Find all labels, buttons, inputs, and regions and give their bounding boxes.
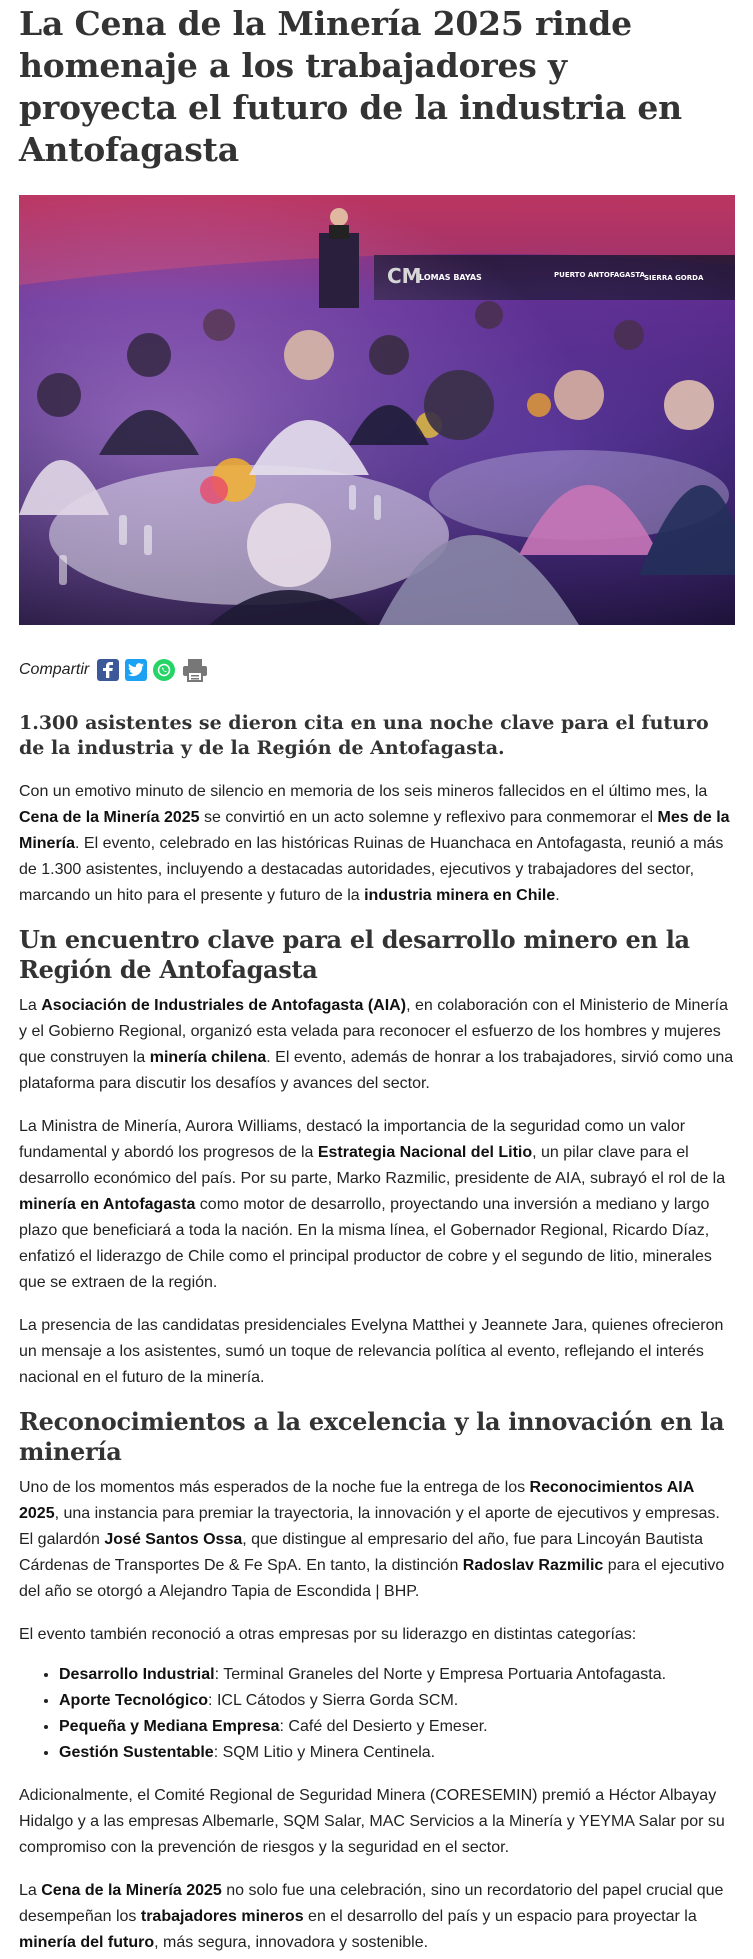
paragraph-candidatas: La presencia de las candidatas presidenciales Evelyna Matthei y Jeannete Jara, quienes ofrecieron un mensaje a los asistentes, sumó un toque de relevancia política al evento, reflejando el interés nacional en el futuro de la minería. xyxy=(19,1317,724,1386)
paragraph-coresemin: Adicionalmente, el Comité Regional de Seguridad Minera (CORESEMIN) premió a Héctor Albayay Hidalgo y a las empresas Albemarle, SQM Salar, MAC Servicios a la Minería y YEYMA Salar por su compromiso con la prevención de riesgos y la seguridad en el sector. xyxy=(19,1787,725,1856)
stage-logo-cm: CM xyxy=(387,264,422,288)
stage-logo-sierra-gorda: SIERRA GORDA xyxy=(644,274,704,282)
article-title: La Cena de la Minería 2025 rinde homenaje a los trabajadores y proyecta el futuro de la industria en Antofagasta xyxy=(19,4,682,169)
facebook-icon[interactable] xyxy=(97,659,119,681)
list-item: • Pequeña y Mediana Empresa: Café del Desierto y Emeser. xyxy=(59,1714,734,1740)
stage-logo-lomas-bayas: LOMAS BAYAS xyxy=(419,273,482,282)
paragraph-categorias-intro: El evento también reconoció a otras empresas por su liderazgo en distintas categorías: xyxy=(19,1626,637,1643)
hero-image xyxy=(19,195,735,625)
share-label: Compartir xyxy=(19,661,90,678)
list-item: • Aporte Tecnológico: ICL Cátodos y Sierra Gorda SCM. xyxy=(59,1688,734,1714)
paragraph-intro: Con un emotivo minuto de silencio en memoria de los seis mineros fallecidos en el último mes, la Cena de la Minería 2025 se convirtió en un acto solemne y reflexivo para conmemorar el Mes de la Minería. El evento, celebrado en las históricas Ruinas de Huanchaca en Antofagasta, reunió a más de 1.300 asistentes, incluyendo a destacadas autoridades, ejecutivos y trabajadores del sector, marcando un hito para el presente y futuro de la industria minera en Chile. xyxy=(19,783,730,904)
section-heading-encuentro: Un encuentro clave para el desarrollo minero en la Región de Antofagasta xyxy=(19,925,690,984)
twitter-icon[interactable] xyxy=(125,659,147,681)
whatsapp-icon[interactable] xyxy=(153,659,175,681)
categories-list xyxy=(19,1662,734,1766)
print-icon[interactable] xyxy=(181,659,209,681)
list-item: • Gestión Sustentable: SQM Litio y Minera Centinela. xyxy=(59,1740,734,1766)
event-photo xyxy=(19,195,735,625)
paragraph-reconocimientos: Uno de los momentos más esperados de la noche fue la entrega de los Reconocimientos AIA 2025, una instancia para premiar la trayectoria, la innovación y el aporte de ejecutivos y empresas. El galardón José Santos Ossa, que distingue al empresario del año, fue para Lincoyán Bautista Cárdenas de Transportes De & Fe SpA. En tanto, la distinción Radoslav Razmilic para el ejecutivo del año se otorgó a Alejandro Tapia de Escondida | BHP. xyxy=(19,1479,725,1600)
article xyxy=(0,3,753,1956)
list-item: • Desarrollo Industrial: Terminal Graneles del Norte y Empresa Portuaria Antofagasta. xyxy=(59,1662,734,1688)
paragraph-conclusion: La Cena de la Minería 2025 no solo fue una celebración, sino un recordatorio del papel crucial que desempeñan los trabajadores mineros en el desarrollo del país y un espacio para proyectar la minería del futuro, más segura, innovadora y sostenible. xyxy=(19,1882,724,1951)
share-bar xyxy=(19,655,734,685)
article-lead: 1.300 asistentes se dieron cita en una noche clave para el futuro de la industria y de la Región de Antofagasta. xyxy=(19,712,709,759)
paragraph-ministra: La Ministra de Minería, Aurora Williams, destacó la importancia de la seguridad como un valor fundamental y abordó los progresos de la Estrategia Nacional del Litio, un pilar clave para el desarrollo económico del país. Por su parte, Marko Razmilic, presidente de AIA, subrayó el rol de la minería en Antofagasta como motor de desarrollo, proyectando una inversión a mediano y largo plazo que beneficiará a toda la nación. En la misma línea, el Gobernador Regional, Ricardo Díaz, enfatizó el liderazgo de Chile como el principal productor de cobre y el segundo de litio, minerales que se extraen de la región. xyxy=(19,1118,726,1291)
paragraph-aia: La Asociación de Industriales de Antofagasta (AIA), en colaboración con el Ministerio de Minería y el Gobierno Regional, organizó esta velada para reconocer el esfuerzo de los hombres y mujeres que construyen la minería chilena. El evento, además de honrar a los trabajadores, sirvió como una plataforma para discutir los desafíos y avances del sector. xyxy=(19,997,734,1092)
section-heading-reconocimientos: Reconocimientos a la excelencia y la innovación en la minería xyxy=(19,1407,725,1466)
stage-logo-puerto: PUERTO ANTOFAGASTA xyxy=(554,271,646,279)
